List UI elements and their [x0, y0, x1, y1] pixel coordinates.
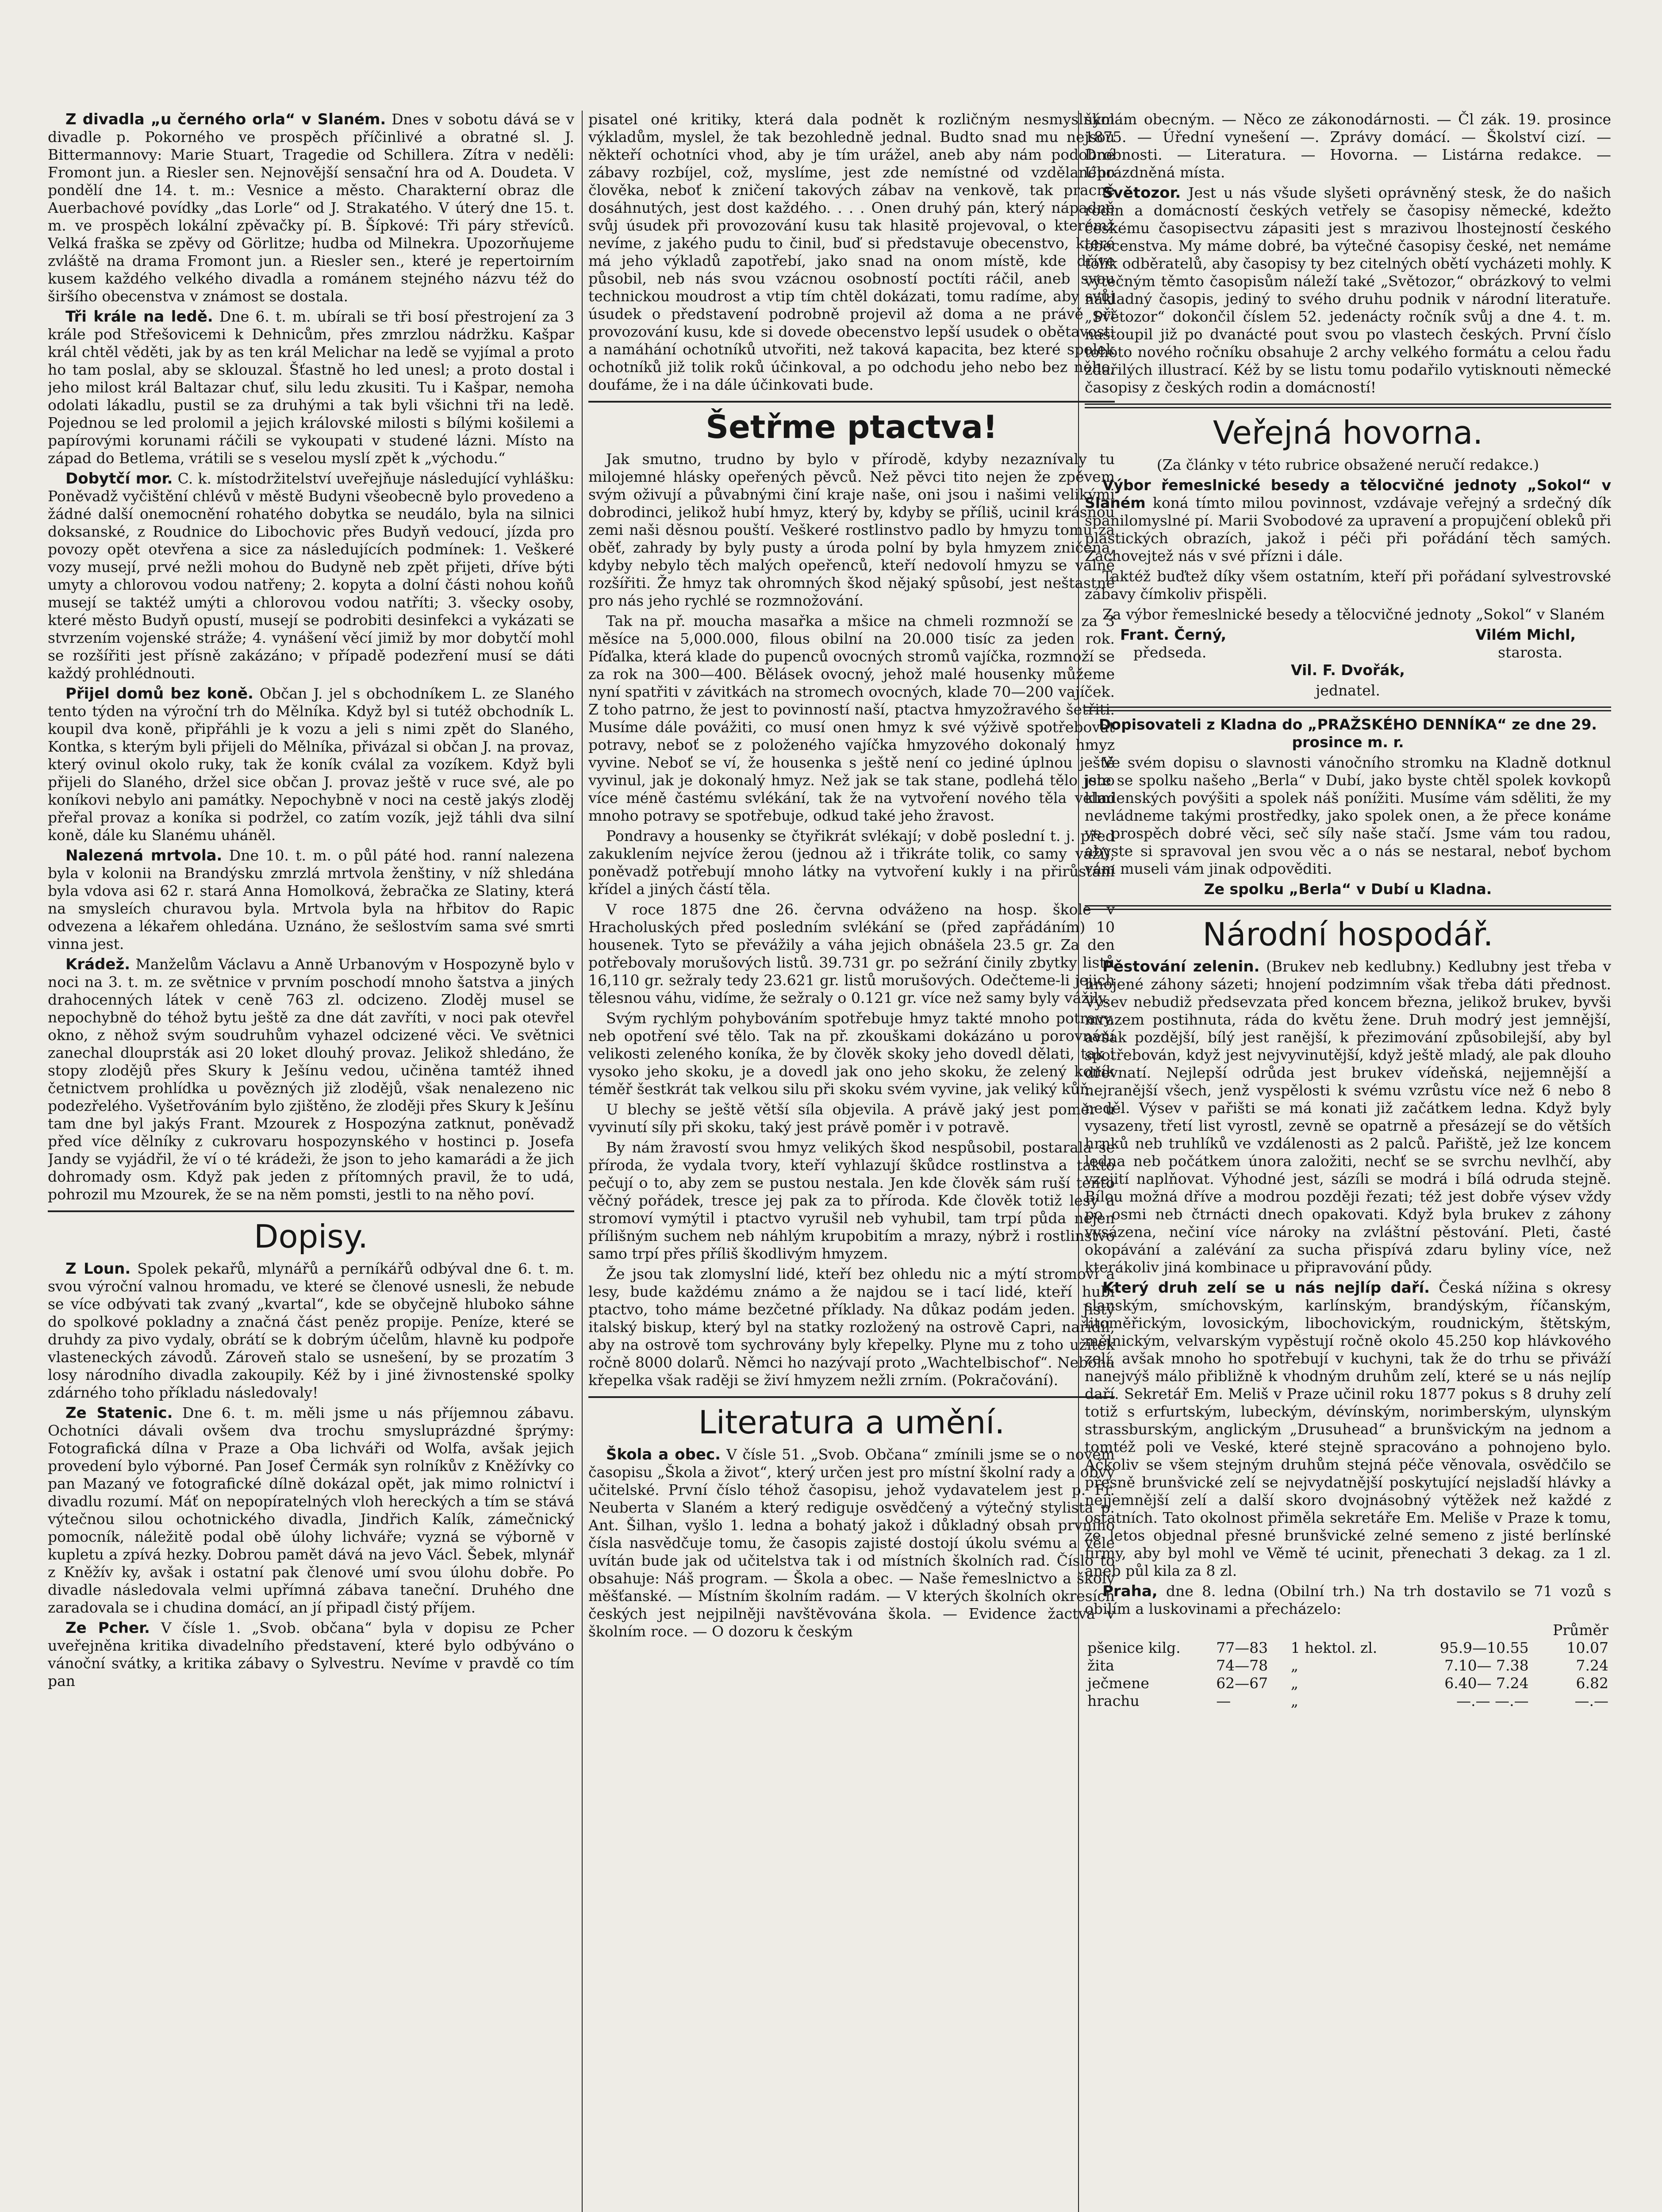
- dopis-paragraph: [48, 1404, 574, 1617]
- news-lead: Tři krále na ledě.: [65, 308, 213, 326]
- dopis-paragraph: [48, 1619, 574, 1690]
- hospodar-lead-3: Praha,: [1102, 1582, 1158, 1600]
- price-cell-range: 74—78: [1216, 1657, 1268, 1674]
- setrme-paragraph: Tak na př. moucha masařka a mšice na chmeli rozmnoží se za 3 měsíce na 5,000.000, filous obilní na 20.000 tisíc za jeden rok. Píďalka, která klade do pupenců ovocných stromů vajíčka, rozmnoží se za rok na 300—400. Bělásek ovocný, jehož malé housenky můžeme nyní spatřiti v závitkách na stromech ovocných, klade 70—200 vajíček. Z toho patrno, že jest to povinností naší, ptactva hmyzožravého šetřiti. Musíme dále povážiti, co musí onen hmyz k své výživě spotřebovat potravy, neboť se z položeného vajíčka hmyzového dokonalý hmyz vyvine. Neboť se ví, že housenka s ještě není co jediné úplnou ještě vyvinul, jak je dokonalý hmyz. Než jak se tak stane, podlehá tělo jeho více méně častému svlékání, tak že na vytvoření nového těla velmi mnoho potravy se spotřebuje, odkud také jeho žravost.: [588, 612, 1115, 824]
- kladno-heading: Dopisovateli z Kladna do „PRAŽSKÉHO DENNÍKA“ ze dne 29. prosince m. r.: [1099, 716, 1597, 751]
- news-lead: Dobytčí mor.: [65, 470, 173, 488]
- section-separator: [1085, 403, 1611, 408]
- hospodar-text-1: (Brukev neb kedlubny.) Kedlubny jest třeba v hnojené záhony sázeti; hnojení podzimním však třeba dáti přednost. Výsev nebudiž předsevzata před koncem března, jelikož brukev, byvši mrazem postihnuta, ráda do květu žene. Druh modrý jest jemnější, avšak pozdější, bílý jest ranější, k přezimování způsobilejší, aby byl spotřebován, když jest nejvyvinutější, když ještě mladý, ale pak dlouho dřevnatí. Nejlepší odrůda jest brukev vídeňská, nejjemnější a nejranější všech, jenž vyspělosti k svému vzrůstu více než 6 nebo 8 neděl. Výsev v pařišti se má konati již začátkem ledna. Když byly vysazeny, třetí list vyrostl, zevně se opatrně a přesázejí se do větších hrnků neb truhlíků ve vzdálenosti as 2 palců. Pařiště, jež lze koncem ledna neb počátkem února založiti, nechť se se svrchu nevlhčí, aby vzejití naplňovat. Výhodné jest, sázíli se modrá i bílá odruda stejně. Bílou možná dříve a modrou později řezati; též jest dobře výsev vždy po osmi neb čtrnácti dnech opakovati. Když byla brukev z záhony vysázena, nečiní více nároky na zvláštní pěstování. Pleti, časté okopávání a zalévání za sucha přispívá zdaru byliny více, než kterákoliv jiná kombinace u připravování půdy.: [1085, 958, 1611, 1276]
- role-predseda: předseda.: [1133, 644, 1207, 661]
- setrme-paragraph: V roce 1875 dne 26. června odváženo na hosp. škole v Hracholuských před posledním svlékání se (před zapřádáním) 10 housenek. Tyto se převážily a váha jejich obnášela 23.5 gr. Za den potřebovaly morušových listů. 39.731 gr. po sežrání činily zbytky listů 16,110 gr. sežraly tedy 23.621 gr. listů morušových. Odečteme-li jejich tělesnou váhu, vidíme, že sežraly o 0.121 gr. více než samy byly vážily.: [588, 901, 1115, 1006]
- price-cell-price: —.— —.—: [1456, 1692, 1529, 1709]
- news-text: Dne 6. t. m. ubírali se tři bosí přestrojení za 3 krále pod Střešovicemi k Dehnicům, přes zmrzlou nádržku. Kašpar král chtěl věděti, jak by as ten král Melichar na ledě se vyjímal a proto ho tam poslal, aby se sklouzal. Šťastně ho led unesl; a proto dostal i jeho milost král Baltazar chuť, silu ledu zkusiti. Tu i Kašpar, nemoha odolati lákadlu, pustil se za druhými a tak byli všichni tři na ledě. Pojednou se led prolomil a jejich královské milosti s bílými košilemi a papírovými korunami ráčili se vykoupati v studené lázni. Místo na západ do Betlema, vrátili se s veselou myslí zpět k „východu.“: [48, 308, 574, 467]
- grain-price-table: [1085, 1621, 1611, 1710]
- news-lead: Z divadla „u černého orla“ v Slaném.: [65, 111, 386, 128]
- signature-michl: Vilém Michl,: [1475, 626, 1576, 643]
- column-middle: [588, 111, 1115, 2212]
- news-paragraph: [48, 956, 574, 1203]
- section-separator: [1085, 707, 1611, 711]
- setrme-paragraph: Že jsou tak zlomyslní lidé, kteří bez ohledu nic a mýtí stromoví a lesy, bude každému známo a že najdou se i tací lidé, kteří hubí ptactvo, toho máme bezčetné příklady. Na důkaz podám jeden. Jistý italský biskup, který byl na statky rozložený na ostrově Capri, nařídil, aby na ostrově tom sychrovány byly křepelky. Plyne mu z toho užitek ročně 8000 dolarů. Němci ho nazývají proto „Wachtelbischof“. Nebohá křepelka však raději se živí hmyzem nežli zrním. (Pokračování).: [588, 1265, 1115, 1389]
- price-cell-range: —: [1216, 1692, 1231, 1709]
- setrme-paragraph: U blechy se ještě větší síla objevila. A právě jaký jest poměr u vyvinutí síly při skoku, taký jest právě poměr i v potravě.: [588, 1101, 1115, 1136]
- price-cell-unit: „: [1290, 1692, 1298, 1709]
- news-text: Dnes v sobotu dává se v divadle p. Pokorného ve prospěch příčinlivé a obratné sl. J. Bittermannovy: Marie Stuart, Tragedie od Schillera. Zítra v neděli: Fromont jun. a Riesler sen. Nejnovější sensační hra od A. Doudeta. V pondělí dne 14. t. m.: Vesnice a město. Charakterní obraz dle Auerbachové povídky „das Lorle“ od J. Strakatého. V úterý dne 15. t. m. ve prospěch lokální zpěvačky pí. B. Šípkové: Tři páry střevíců. Velká fraška se zpěvy od Görlitze; hudba od Milnekra. Upozorňujeme zvláště na drama Fromont jun. a Riesler sen., které je repertoirním kusem každého velkého divadla a románem stejného názvu též do širšího obecenstva v známost se dostala.: [48, 111, 574, 305]
- price-header-avg: Průměr: [1553, 1621, 1608, 1639]
- price-cell-avg: 10.07: [1566, 1639, 1608, 1656]
- setrme-paragraph: By nám žravostí svou hmyz velikých škod nespůsobil, postarala se příroda, že vydala tvory, kteří vyhlazují škůdce rostlinstva a takto pečují o to, aby zem se pustou nestala. Jen kde člověk sám ruší tento věčný pořádek, tresce jej pak za to příroda. Kde člověk totiž lesy a stromoví vymýtil i ptactvo vyrušil neb vyhubil, tam trpí půda nejen přílišným suchem neb náhlým krupobitím a mrazy, nýbrž i rostlinstvo samo trpí přes příliš škodlivým hmyzem.: [588, 1139, 1115, 1262]
- section-separator: [1085, 905, 1611, 910]
- news-paragraph: [48, 111, 574, 305]
- price-row: [1085, 1639, 1611, 1657]
- hospodar-text-3: dne 8. ledna (Obilní trh.) Na trh dostavilo se 71 vozů s obilím a luskovinami a přecházelo:: [1085, 1582, 1611, 1617]
- svetozor-paragraph: [1085, 184, 1611, 396]
- section-separator: [588, 1396, 1115, 1398]
- dopis-lead: Ze Pcher.: [65, 1619, 150, 1637]
- section-separator: [588, 401, 1115, 403]
- news-text: Dne 10. t. m. o půl páté hod. ranní nalezena byla v kolonii na Brandýsku zmrzlá mrtvola ženštiny, v níž shledána byla vdova asi 62 r. stará Anna Homolková, žebračka ze Slatiny, která na smysleích churavou byla. Mrtvola byla na hřbitov do Rapic odvezena a lékařem ohledána. Uznáno, že sešlostvím sama své smrti vinna jest.: [48, 847, 574, 952]
- skola-continuation: školám obecným. — Něco ze zákonodárnosti. — Čl zák. 19. prosince 1875. — Úřední vynešení —. Zprávy domácí. — Školství cizí. — Drobnosti. — Literatura. — Hovorna. — Listárna redakce. — Uprázdněná místa.: [1085, 111, 1611, 181]
- price-cell-unit: „: [1290, 1674, 1298, 1692]
- local-news: [48, 111, 574, 1203]
- svetozor-text: Jest u nás všude slyšeti oprávněný stesk, že do našich rodin a domácností českých vetřely se časopisy německé, kdežto českému časopisectvu zápasiti jest s mrazivou lhostejností českého obecenstva. My máme dobré, ba výtečné časopisy české, net nemáme tolik odběratelů, aby časopisy ty bez citelných obětí vycházeti mohly. K výtečným těmto časopisům náleží také „Světozor,“ obrázkový to velmi nákladný časopis, jediný to svého druhu podnik v národní literatuře. „Světozor“ dokončil číslem 52. jedenácty ročník svůj a dne 4. t. m. nastoupil již po dvanácté pout svou po vlastech českých. První číslo tohoto nového ročníku obsahuje 2 archy velkého formátu a celou řadu zdařilých illustrací. Kéž by se listu tomu podařilo vytisknouti německé časopisy z českých rodin a domácností!: [1085, 184, 1611, 396]
- literatura-title: Literatura a umění.: [698, 1404, 1005, 1441]
- news-paragraph: [48, 470, 574, 682]
- setrme-article: [588, 450, 1115, 1389]
- hospodar-title: Národní hospodář.: [1202, 916, 1493, 953]
- news-text: Občan J. jel s obchodníkem L. ze Slaného tento týden na výroční trh do Mělníka. Když byl si tutéž obchodník L. koupil dva koně, připřáhli je k vozu a jeli s nimi zpět do Slaného, Kontka, s kterým byli přijeli do Mělníka, přivázal si občan J. na provaz, který ovinul okolo ruky, tak že koník cválal za vozíkem. Když byli přijeli do Slaného, držel sice občan J. provaz ještě v ruce své, ale po koníkovi nebylo ani památky. Nepochybně v noci na cestě jakýs zloděj přeřal provaz a koníka si podržel, co zatím vozík, jejž táhli dva silní koně, dále ku Slanému uháněl.: [48, 685, 574, 844]
- hospodar-paragraph-2: [1085, 1279, 1611, 1580]
- news-text: C. k. místodržitelství uveřejňuje následující vyhlášku: Poněvadž vyčištění chlévů v městě Budyni všeobecně bylo provedeno a žádné další onemocnění rohatého dobytka se neudálo, byla na silnici doksanské, z Roudnice do Libochovic přes Budyň vedoucí, jízda pro povozy opět otevřena a sice za následujících podmínek: 1. Veškeré vozy musejí, prvé nežli mohou do Budyně neb zpět přijeti, dříve býti umyty a chlorovou vodou natřeny; 2. kopyta a dolní části nohou koňů musejí se taktéž umýti a chlorovou vodou natříti; 3. všecky osoby, které město Budyň opustí, musejí se podrobiti desinfekci a vykázati se stvrzením vojenské stráže; 4. vynášení věcí jimiž by mor dobytčí mohl se rozšířiti jest přísně zakázáno; v případě podezření musí se dáti každý prohlédnouti.: [48, 470, 574, 682]
- section-separator: [48, 1210, 574, 1212]
- kladno-sign: Ze spolku „Berla“ v Dubí u Kladna.: [1204, 880, 1492, 898]
- hovorna-title: Veřejná hovorna.: [1213, 414, 1483, 451]
- price-row: [1085, 1674, 1611, 1692]
- dopis-text: Dne 6. t. m. měli jsme u nás příjemnou zábavu. Ochotníci dávali ovšem dva trochu smysluprázdné šprýmy: Fotografická dílna v Praze a Oba lichváři od Wolfa, avšak jejich provedení bylo výborné. Pan Josef Čermák syn rolníkův z Kněžívky co pan Mazaný ve fotografické dílně dokázal opět, jak mimo rolnictví i divadlu rozumí. Máť on nepopíratelných vloh hereckých a tím se stává výtečnou silou ochotnického divadla, Jindřich Kalík, zámečnický pomocník, náležitě podal obě úlohy lichváře; vyzná se výborně v kupletu a zpívá hezky. Dobrou pamět dává na jevo Václ. Šebek, mlynář z Kněžív ky, avšak i ostatní pak členové umí svou úlohu dobře. Po divadle následovala velmi upřímná zábava taneční. Druhého dne zaradovala se i chudina domácí, an jí připadl čistý příjem.: [48, 1404, 574, 1616]
- price-cell-avg: —.—: [1574, 1692, 1608, 1709]
- price-cell-price: 95.9—10.55: [1439, 1639, 1529, 1656]
- hospodar-lead-2: Který druh zelí se u nás nejlíp daří.: [1102, 1279, 1430, 1297]
- setrme-paragraph: Svým rychlým pohybováním spotřebuje hmyz takté mnoho potravy, neb opotření své tělo. Tak na př. zkouškami dokázáno u porovnání velikosti zeleného koníka, že by člověk skoky jeho dovedl dělati, tak i vysoko jeho skoku, je a dovedl jak ono jeho skoku, že zelený koník téměř šestkrát tak velkou silu při skoku svém vyvine, jak veliký kůň.: [588, 1010, 1115, 1098]
- signature-cerny: Frant. Černý,: [1120, 626, 1227, 643]
- dopis-text: V čísle 1. „Svob. občana“ byla v dopisu ze Pcher uveřejněna kritika divadelního představení, které bylo odbýváno o vánoční svátky, a kritika zábavy o Sylvestru. Nevíme v pravdě co tím pan: [48, 1619, 574, 1690]
- hospodar-text-2: Česká nížina s okresy slanským, smíchovským, karlínským, brandýským, říčanským, litoměřickým, lovosickým, libochovickým, roudnickým, štětským, mělnickým, velvarským vypěstují ročně okolo 45.250 kop hlávkového zelí, avšak mnoho ho spotřebují v kuchyni, tak že do trhu se přiváží nanejvýš málo přibližně k vhodným druhům zelí, které se u nás nejlíp daří. Sekretář Em. Meliš v Praze učinil roku 1877 pokus s 8 druhy zelí totiž s erfurtským, lubeckým, dévínským, norimberským, ulynským strassburským, anglickým „Drusuhead“ a brunšvickým na jednom a tomtéž poli ve Veské, které stejně spracováno a pohnojeno bylo. Ačkoliv se všem stejným druhům stejná péče věnovala, osvědčilo se přesně brunšvické zelí se nejvydatnější poskytující nejsladší hlávky a nejjemnější zelí a další skoro dvojnásobný výtěžek než každé z ostatních. Tato okolnost přiměla sekretáře Em. Meliše v Praze k tomu, že letos objednal přesné brunšvické zelné semeno z jisté berlínské firmy, aby byl mohl ve Věmě té ucinit, přenechati 3 dekag. za 1 zl. aneb půl kila za 8 zl.: [1085, 1279, 1611, 1579]
- price-cell-price: 6.40— 7.24: [1444, 1674, 1529, 1692]
- price-cell-unit: „: [1290, 1657, 1298, 1674]
- role-starosta: starosta.: [1498, 644, 1562, 661]
- criticism-continuation: pisatel oné kritiky, která dala podnět k rozličným nesmyslným výkladům, myslel, že tak bezohledně jednal. Budto snad mu nejsou někteří ochotníci vhod, aby je tím urážel, aneb aby nám podobné zábavy rozbíjel, což, myslíme, jest zde nemístné od vzdělaného člověka, neboť k zničení takových zábav na venkově, tak pracně dosáhnutých, jest dost každého. . . . Onen druhý pán, který nápadně svůj úsudek při provozování kusu tak hlasitě projevoval, o kterémž nevíme, z jakého pudu to činil, buď si představuje obecenstvo, které má jeho výkladů zapotřebí, jako snad na onom místě, kde dříve působil, neb nás svou vzácnou osobností poctíti ráčil, aneb svou technickou moudrost a vtip tím chtěl dokázati, tomu radíme, aby svůj úsudek o představení podrobně projevil až doma a ne právě při provozování kusu, kde si dovede obecenstvo lepší usudek o obětavosti a namáhání ochotníků utvořiti, než taková kapacita, bez které spolek ochotníků již tolik roků účinkoval, a po odchodu jeho nebo bez něho, doufáme, že i na dále účinkovati bude.: [588, 111, 1115, 393]
- dopisy-title: Dopisy.: [254, 1218, 368, 1255]
- news-paragraph: [48, 847, 574, 953]
- price-cell-avg: 7.24: [1576, 1657, 1608, 1674]
- news-paragraph: [48, 308, 574, 467]
- hovorna-paragraph-1: [1085, 476, 1611, 565]
- signature-dvorak: Vil. F. Dvořák,: [1291, 661, 1405, 679]
- kladno-text: Ve svém dopisu o slavnosti vánočního stromku na Kladně dotknul jste se spolku našeho „Berla“ v Dubí, jako byste chtěl spolek kovkopů kladenských povýšiti a spolek náš ponížiti. Musíme vám sděliti, že my nevládneme takými prostředky, jako spolek onen, a že přece konáme ve prospěch dobré věci, seč síly naše stačí. Jsme vám tou radou, abyste si spravoval jen svou věc a o nás se nestaral, neboť bychom vám museli vám jinak odpověditi.: [1085, 754, 1611, 877]
- hospodar-paragraph-3: [1085, 1582, 1611, 1618]
- literatura-lead: Škola a obec.: [606, 1446, 721, 1463]
- news-lead: Přijel domů bez koně.: [65, 685, 253, 703]
- hovorna-note: (Za články v této rubrice obsažené neručí redakce.): [1156, 456, 1539, 473]
- price-cell-unit: 1 hektol. zl.: [1290, 1639, 1378, 1656]
- news-lead: Nalezená mrtvola.: [65, 847, 223, 864]
- price-cell-name: žita: [1087, 1657, 1114, 1674]
- dopisy-items: [48, 1260, 574, 1690]
- column-rule-left: [582, 111, 583, 2212]
- hovorna-lead: Výbor řemeslnické besedy a tělocvičné jednoty „Sokol“ v Slaném: [1085, 476, 1611, 511]
- hovorna-paragraph-2: Taktéž buďtež díky všem ostatním, kteří při pořádaní sylvestrovské zábavy čímkoliv přispěli.: [1085, 568, 1611, 603]
- literatura-paragraph: [588, 1446, 1115, 1640]
- price-cell-range: 62—67: [1216, 1674, 1268, 1692]
- hospodar-lead-1: Pěstování zelenin.: [1102, 958, 1260, 975]
- price-cell-price: 7.10— 7.38: [1444, 1657, 1529, 1674]
- dopis-paragraph: [48, 1260, 574, 1402]
- price-cell-range: 77—83: [1216, 1639, 1268, 1656]
- price-cell-name: pšenice kilg.: [1087, 1639, 1181, 1656]
- dopis-lead: Z Loun.: [65, 1260, 131, 1278]
- signatures-roles: [1085, 644, 1611, 661]
- news-paragraph: [48, 685, 574, 844]
- setrme-title: Šetřme ptactva!: [706, 408, 998, 445]
- svetozor-lead: Světozor.: [1102, 184, 1181, 202]
- price-row: [1085, 1657, 1611, 1674]
- price-cell-name: hrachu: [1087, 1692, 1140, 1709]
- price-cell-avg: 6.82: [1576, 1674, 1608, 1692]
- setrme-paragraph: Pondravy a housenky se čtyřikrát svlékají; v době poslední t. j. před zakuklením nejvíce žerou (jednou až i třikráte tolik, co samy váží), poněvadž potřebují mnoho látky na vytvoření kukly i na přirůstání křídel a jiných částí těla.: [588, 827, 1115, 898]
- dopis-lead: Ze Statenic.: [65, 1404, 173, 1422]
- setrme-paragraph: Jak smutno, trudno by bylo v přírodě, kdyby nezaznívaly tu milojemné hlásky opeřených pěvců. Než pěvci tito nejen že zpěvem svým oživují a půvabnými činí kraje naše, oni jsou i našimi velikými dobrodinci, jelikož hubí hmyz, který by, kdyby se příliš, ucinil krásnou zemi naši děsnou pouští. Veškeré rostlinstvo padlo by hmyzu tomu za oběť, zahrady by byly pusty a úroda polní by byla hmyzem zničena, kdyby nebylo těch malých opeřenců, kteří nedovolí hmyzu se valně rozšířiti. Že hmyz tak ohromných škod nějaký spůsobí, jest neštastné pro nás jeho rychlé se rozmnožování.: [588, 450, 1115, 609]
- signatures-names: [1085, 626, 1611, 644]
- hospodar-paragraph-1: [1085, 958, 1611, 1276]
- dopis-text: Spolek pekařů, mlynářů a perníkářů odbýval dne 6. t. m. svou výroční valnou hromadu, ve které se členové usnesli, že nebude se více odbývati tak zvaný „kvartal“, kde se obyčejně hluboko sáhne do spolkové pokladny a značná část peněz propije. Peníze, které se druhdy za pivo vydaly, obrátí se k dobrým účelům, hlavně ku podpoře vlasteneckých závodů. Zároveň stalo se usnešení, by se prozatím 3 losy národního divadla zakoupily. Kéž by i jiné živnostenské spolky zdárného toho příkladu následovaly!: [48, 1260, 574, 1401]
- price-header-row: [1085, 1621, 1611, 1639]
- price-row: [1085, 1692, 1611, 1710]
- column-right: [1085, 111, 1611, 2212]
- hovorna-paragraph-3: Za výbor řemeslnické besedy a tělocvičné jednoty „Sokol“ v Slaném: [1102, 606, 1605, 623]
- price-cell-name: ječmene: [1087, 1674, 1149, 1692]
- news-lead: Krádež.: [65, 956, 131, 973]
- role-jednatel: jednatel.: [1316, 682, 1380, 699]
- literatura-text: V čísle 51. „Svob. Občana“ zmínili jsme se o novém časopisu „Škola a život“, který určen jest pro místní školní rady a obvy učitelské. První číslo téhož časopisu, jehož vydavatelem jest p. Fr. Neuberta v Slaném a který rediguje osvědčený a výtečný stylista p. Ant. Šilhan, vyšlo 1. ledna a bohatý jakož i důkladný obsah prvního čísla nasvědčuje tomu, že časopis zajisté dostojí úkolu svému a věle uvítán bude jak od učitelstva tak i od místních školních rad. Číslo to obsahuje: Náš program. — Škola a obec. — Naše řemeslnictvo a školy měšťanské. — Místním školním radám. — V kterých školních okresích českých jest nejpilněji navštěvována škola. — Evidence žactva v školním roce. — O dozoru k českým: [588, 1446, 1115, 1640]
- news-text: Manželům Václavu a Anně Urbanovým v Hospozyně bylo v noci na 3. t. m. ze světnice v prvním poschodí mnoho šatstva a jiných drahocenných látek v ceně 763 zl. odcizeno. Zloděj musel se nepochybně do téhož bytu ještě za dne dát zavříti, v noci pak otevřel okno, z něhož svým soudruhům vyhazel odcizené věci. Ve světnici zanechal dlouprsták asi 20 loket dlouhý provaz. Jelikož shledáno, že stopy zlodějů přes Skury k Ješínu vedou, učiněna tamtéž ihned četnictvem prohlídka u povězných již zlodějů, však nenalezeno nic podezřelého. Vyšetřováním bylo zjištěno, že zloději přes Skury k Ješínu tam dne byl jakýs Frant. Mzourek z Hospozýna zatknut, poněvadž před více dělníky z cukrovaru hospozynského v hostinci p. Josefa Jandy se vyjádřil, že ví o té krádeži, že json to jeho kamarádi a že jich dohromady osm. Když pak jeden z přítomných pravil, že to udá, pohrozil mu Mzourek, že se na něm pomsti, jestli to na něho poví.: [48, 956, 574, 1203]
- column-left: [48, 111, 574, 2212]
- hovorna-text-1: koná tímto milou povinnost, vzdávaje veřejný a srdečný dík spanilomyslné pí. Marii Svobodové za upravení a propujčení obleků při plastických obrazích, jakož i péči při pořádání těch samých. Zachovejtež nás v své přízni i dále.: [1085, 494, 1611, 565]
